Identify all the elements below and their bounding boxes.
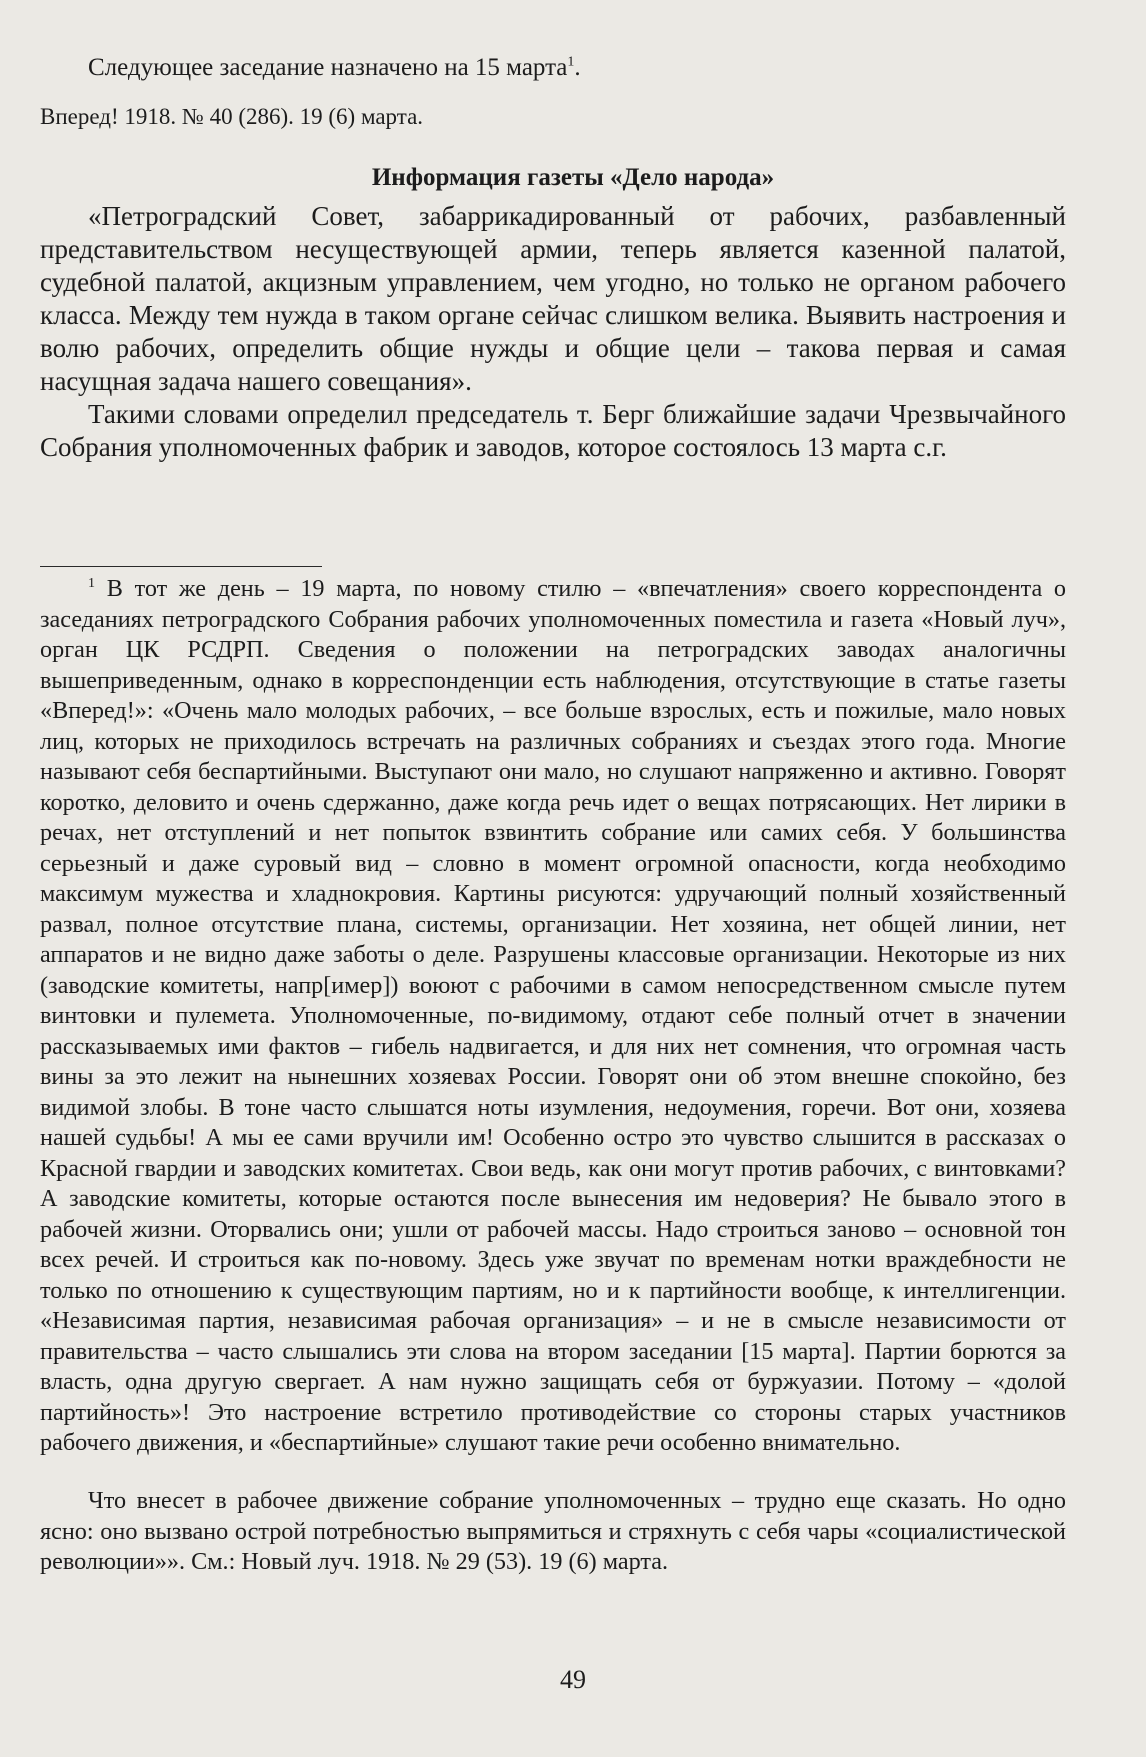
footnote-text: В тот же день – 19 марта, по новому стилю – «впечатления» своего корреспондента о заседаниях петроградского Собрания рабочих уполномоченных поместила и газета «Новый луч», орган ЦК РСДРП. Сведения о положении на петроградских заводах аналогичны вышеприведенным, однако в корреспонденции есть наблюдения, отсутствующие в статье газеты «Вперед!»: «Очень мало молодых рабочих, – все больше взрослых, есть и пожилые, мало новых лиц, которых не приходилось встречать на различных собраниях и съездах этого года. Многие называют себя беспартийными. Выступают они мало, но слушают напряженно и активно. Говорят коротко, деловито и очень сдержанно, даже когда речь идет о вещах потрясающих. Нет лирики в речах, нет отступлений и нет попыток взвинтить собрание или самих себя. У большинства серьезный и даже суровый вид – словно в момент огромной опасности, когда необходимо максимум мужества и хладнокровия. Картины рисуются: удручающий полный хозяйственный развал, полное отсутствие плана, системы, организации. Нет хозяина, нет общей линии, нет аппаратов и не видно даже заботы о деле. Разрушены классовые организации. Некоторые из них (заводские комитеты, напр[имер]) воюют с рабочими в самом непосредственном смысле путем винтовки и пулемета. Уполномоченные, по-видимому, отдают себе полный отчет в значении рассказываемых ими фактов – гибель надвигается, и для них нет сомнения, что огромная часть вины за это лежит на нынешних хозяевах России. Говорят они об этом внешне спокойно, без видимой злобы. В тоне часто слышатся ноты изумления, недоумения, горечи. Вот они, хозяева нашей судьбы! А мы ее сами вручили им! Особенно остро это чувство слышится в рассказах о Красной гвардии и заводских комитетах. Свои ведь, как они могут против рабочих, с винтовками? А заводские комитеты, которые остаются после вынесения им недоверия? Не бывало этого в рабочей жизни. Оторвались они; ушли от рабочей массы. Надо строиться заново – основной тон всех речей. И строиться как по-новому. Здесь уже звучат по временам нотки враждебности не только по отношению к существующим партиям, но и к партийности вообще, к интеллигенции. «Независимая партия, независимая рабочая организация» – и не в смысле независимости от правительства – часто слышались эти слова на втором заседании [15 марта]. Партии борются за власть, одна другую свергает. А нам нужно защищать себя от буржуазии. Потому – «долой партийность»! Это настроение встретило противодействие со стороны старых участников рабочего движения, и «беспартийные» слушают такие речи особенно внимательно. [40,575,1066,1456]
footnote-continuation: Что внесет в рабочее движение собрание уполномоченных – трудно еще сказать. Но одно ясно: оно вызвано острой потребностью выпрямиться и стряхнуть с себя чары «социалистической революции»». См.: Новый луч. 1918. № 29 (53). 19 (6) марта. [40,1487,1066,1575]
footnote-mark: 1 [88,575,95,591]
body-paragraph: Такими словами определил председатель т. Берг ближайшие задачи Чрезвычайного Собрания уполномоченных фабрик и заводов, которое состоялось 13 марта с.г. [40,399,1066,462]
footnote [40,574,1066,1459]
next-session-line: Следующее заседание назначено на 15 марта$^1$. [88,54,581,81]
footnote-reference: 1 [567,54,575,70]
body-paragraph: «Петроградский Совет, забаррикадированный от рабочих, разбавленный представительством несуществующей армии, теперь является казенной палатой, судебной палатой, акцизным управлением, чем угодно, но только не органом рабочего класса. Между тем нужда в таком органе сейчас слишком велика. Выявить настроения и волю рабочих, определить общие нужды и общие цели – такова первая и самая насущная задача нашего совещания». [40,201,1066,396]
section-heading: Информация газеты «Дело народа» [371,164,775,191]
page-number: 49 [560,1665,586,1694]
source-citation: Вперед! 1918. № 40 (286). 19 (6) марта. [40,104,424,129]
footnote-separator [40,566,322,567]
